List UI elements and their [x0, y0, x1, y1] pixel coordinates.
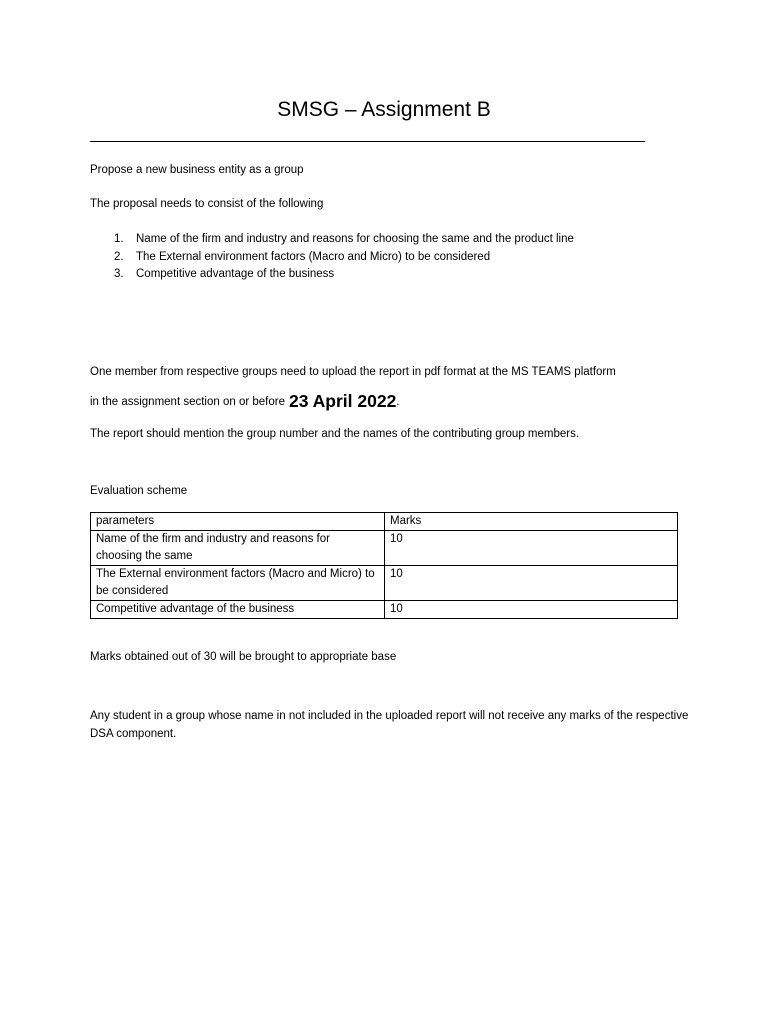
- table-header-row: [91, 513, 678, 531]
- marks-cell: 10: [385, 601, 678, 619]
- list-item: [114, 249, 574, 267]
- list-item-text: The External environment factors (Macro and Micro) to be considered: [136, 250, 491, 263]
- list-item-text: Name of the firm and industry and reasons for choosing the same and the product line: [136, 233, 574, 245]
- list-item-number: 1.: [114, 233, 124, 245]
- page-title: SMSG – Assignment B: [277, 98, 491, 121]
- list-item-number: 2.: [114, 250, 124, 263]
- marks-note: Marks obtained out of 30 will be brought to appropriate base: [90, 651, 397, 663]
- table-row: [91, 601, 678, 619]
- requirements-list: [114, 231, 574, 284]
- deadline-period: .: [396, 396, 400, 408]
- evaluation-table: [90, 512, 678, 619]
- parameter-cell: The External environment factors (Macro and Micro) to be considered: [91, 566, 385, 601]
- list-item-text: Competitive advantage of the business: [136, 268, 335, 280]
- evaluation-heading: Evaluation scheme: [90, 485, 188, 497]
- parameter-cell: Competitive advantage of the business: [91, 601, 385, 619]
- table-row: [91, 566, 678, 601]
- upload-instruction: One member from respective groups need to upload the report in pdf format at the MS TEAMS platform: [90, 366, 616, 378]
- parameter-cell: Name of the firm and industry and reasons for choosing the same: [91, 531, 385, 566]
- table-row: [91, 531, 678, 566]
- header-cell-parameters: parameters: [91, 513, 385, 531]
- list-item: [114, 231, 574, 249]
- proposal-heading: The proposal needs to consist of the following: [90, 198, 324, 210]
- title-divider: [90, 141, 645, 142]
- deadline-line: [90, 390, 400, 413]
- header-cell-marks: Marks: [385, 513, 678, 531]
- intro-text: Propose a new business entity as a group: [90, 164, 304, 176]
- deadline-lead-text: in the assignment section on or before: [90, 396, 285, 408]
- report-note: The report should mention the group number and the names of the contributing group members.: [90, 428, 580, 440]
- deadline-date: 23 April 2022: [288, 391, 397, 411]
- warning-note: Any student in a group whose name in not included in the uploaded report will not receive any marks of the respective DSA component.: [90, 710, 689, 740]
- list-item-number: 3.: [114, 268, 124, 280]
- list-item: [114, 266, 574, 284]
- marks-cell: 10: [385, 531, 678, 566]
- marks-cell: 10: [385, 566, 678, 601]
